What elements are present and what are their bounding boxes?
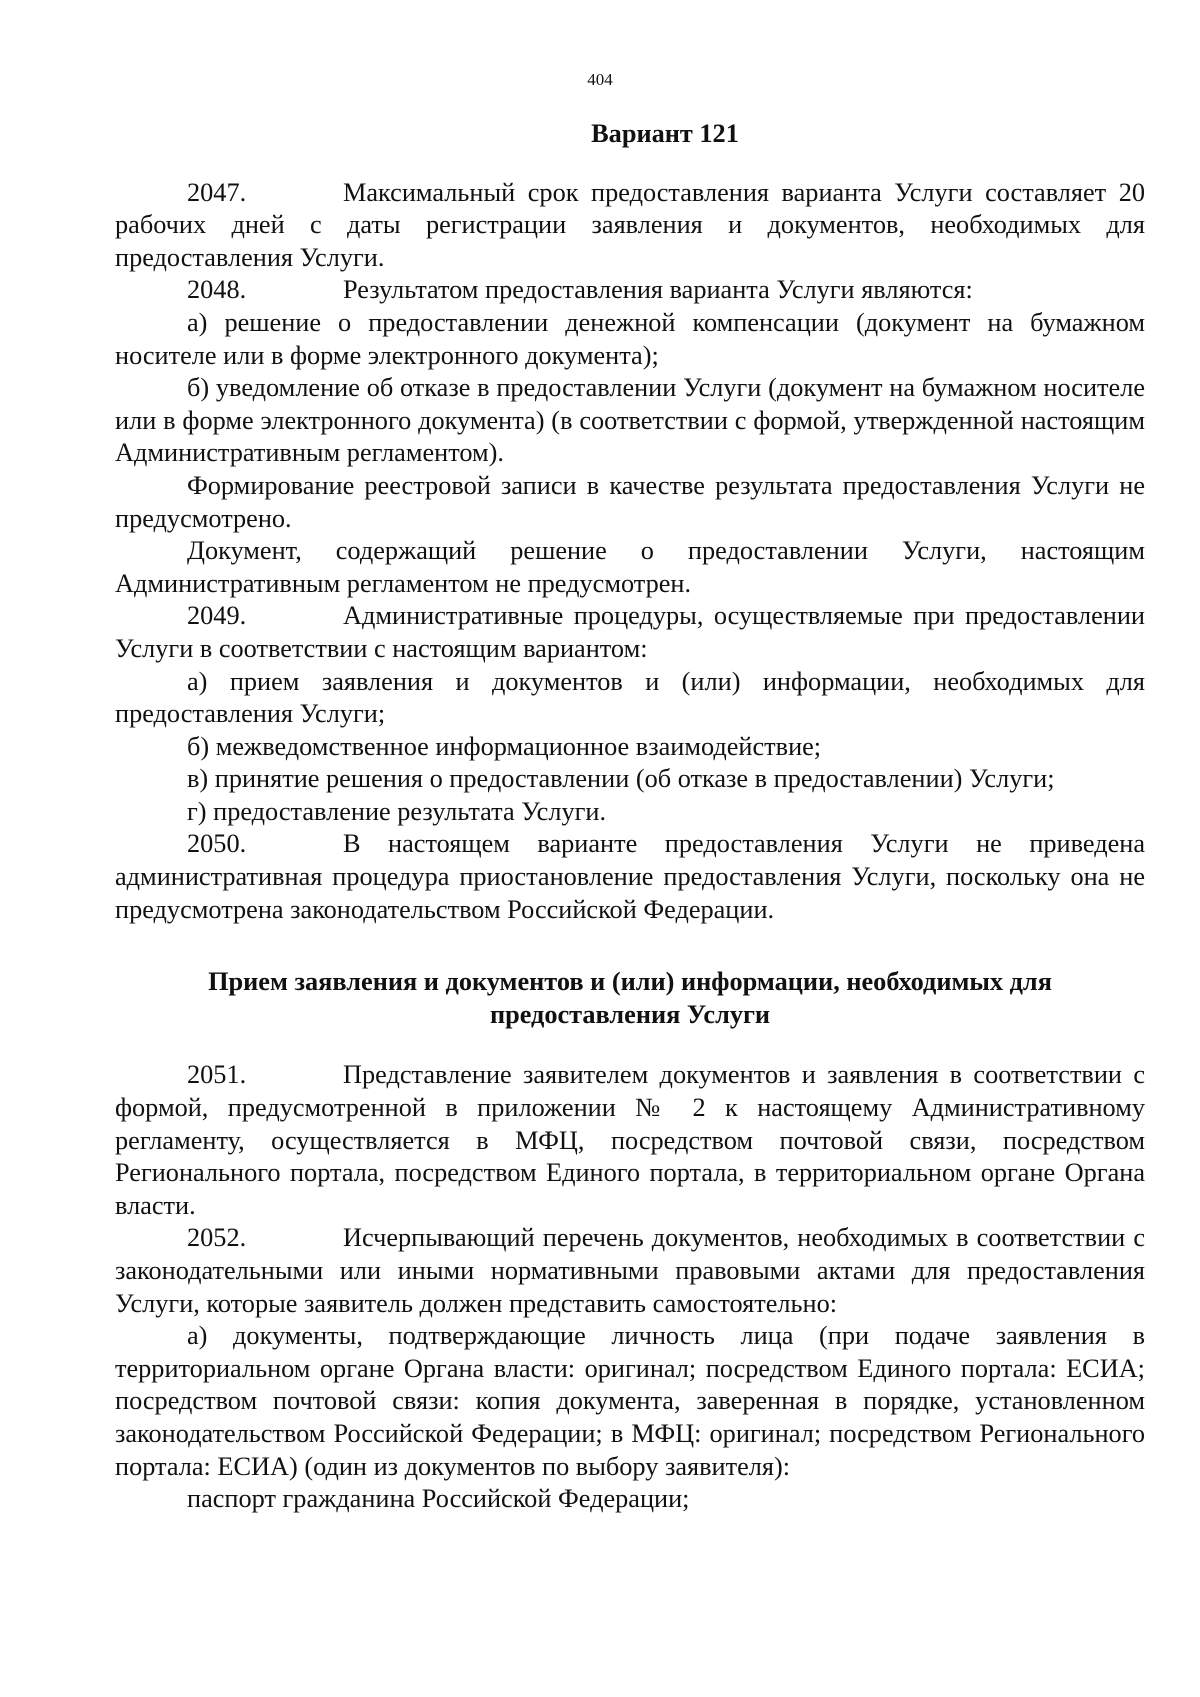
paragraph-number: 2048. bbox=[187, 275, 247, 305]
paragraph-text: а) документы, подтверждающие личность лица (при подаче заявления в территориальном органе Органа власти: оригинал; посредством Единого портала: ЕСИА; посредством почтовой связи: копия документа, заверенная в порядке, установленном законодательством Российской Федерации; в МФЦ: оригинал; посредством Регионального портала: ЕСИА) (один из документов по выбору заявителя): bbox=[115, 1321, 1145, 1481]
paragraph-number: 2051. bbox=[187, 1060, 247, 1090]
numbered-paragraph bbox=[115, 1222, 1145, 1320]
section-title: Прием заявления и документов и (или) информации, необходимых для предоставления Услуги bbox=[208, 967, 1052, 1029]
numbered-paragraph bbox=[115, 828, 1145, 926]
numbered-paragraph bbox=[115, 274, 1145, 307]
paragraph-text: В настоящем варианте предоставления Услуги не приведена административная процедура приостановление предоставления Услуги, поскольку она не предусмотрена законодательством Российской Федерации. bbox=[115, 829, 1145, 924]
paragraph-text: в) принятие решения о предоставлении (об отказе в предоставлении) Услуги; bbox=[187, 764, 1055, 794]
paragraph-text: Представление заявителем документов и заявления в соответствии с формой, предусмотренной в приложении № 2 к настоящему Административному регламенту, осуществляется в МФЦ, посредством почтовой связи, посредством Регионального портала, посредством Единого портала, в территориальном органе Органа власти. bbox=[115, 1060, 1145, 1220]
paragraph bbox=[115, 535, 1145, 600]
paragraph-number: 2052. bbox=[187, 1223, 247, 1253]
paragraph-text: а) прием заявления и документов и (или) информации, необходимых для предоставления Услуги; bbox=[115, 666, 1145, 729]
paragraph bbox=[115, 470, 1145, 535]
numbered-paragraph bbox=[115, 1059, 1145, 1222]
paragraph-text: г) предоставление результата Услуги. bbox=[187, 796, 607, 826]
paragraph-text: Административные процедуры, осуществляемые при предоставлении Услуги в соответствии с настоящим вариантом: bbox=[115, 601, 1145, 663]
paragraph-text: Максимальный срок предоставления варианта Услуги составляет 20 рабочих дней с даты регистрации заявления и документов, необходимых для предоставления Услуги. bbox=[115, 177, 1145, 272]
variant-paragraphs bbox=[115, 177, 1145, 927]
paragraph bbox=[115, 796, 1145, 829]
paragraph-text: б) уведомление об отказе в предоставлении Услуги (документ на бумажном носителе или в форме электронного документа) (в соответствии с формой, утвержденной настоящим Административным регламентом). bbox=[115, 373, 1145, 468]
paragraph bbox=[115, 666, 1145, 731]
paragraph-text: б) межведомственное информационное взаимодействие; bbox=[187, 731, 822, 761]
paragraph-text: Документ, содержащий решение о предоставлении Услуги, настоящим Административным регламентом не предусмотрен. bbox=[115, 536, 1145, 598]
variant-title: Вариант 121 bbox=[591, 119, 739, 148]
paragraph bbox=[115, 1483, 1145, 1516]
paragraph bbox=[115, 372, 1145, 470]
numbered-paragraph bbox=[115, 600, 1145, 665]
document-body bbox=[115, 118, 1145, 1516]
paragraph-text: Результатом предоставления варианта Услуги являются: bbox=[343, 275, 973, 305]
paragraph-number: 2049. bbox=[187, 601, 247, 631]
paragraph-text: а) решение о предоставлении денежной компенсации (документ на бумажном носителе или в форме электронного документа); bbox=[115, 307, 1145, 370]
section-paragraphs bbox=[115, 1059, 1145, 1515]
paragraph-text: паспорт гражданина Российской Федерации; bbox=[187, 1484, 690, 1514]
numbered-paragraph bbox=[115, 177, 1145, 275]
paragraph bbox=[115, 763, 1145, 796]
paragraph bbox=[115, 307, 1145, 372]
paragraph bbox=[115, 731, 1145, 764]
paragraph-text: Исчерпывающий перечень документов, необходимых в соответствии с законодательными или иными нормативными правовыми актами для предоставления Услуги, которые заявитель должен представить самостоятельно: bbox=[115, 1223, 1145, 1318]
paragraph bbox=[115, 1320, 1145, 1483]
paragraph-number: 2050. bbox=[187, 829, 247, 859]
paragraph-text: Формирование реестровой записи в качестве результата предоставления Услуги не предусмотрено. bbox=[115, 470, 1145, 533]
paragraph-number: 2047. bbox=[187, 177, 247, 207]
page-number: 404 bbox=[587, 70, 613, 89]
